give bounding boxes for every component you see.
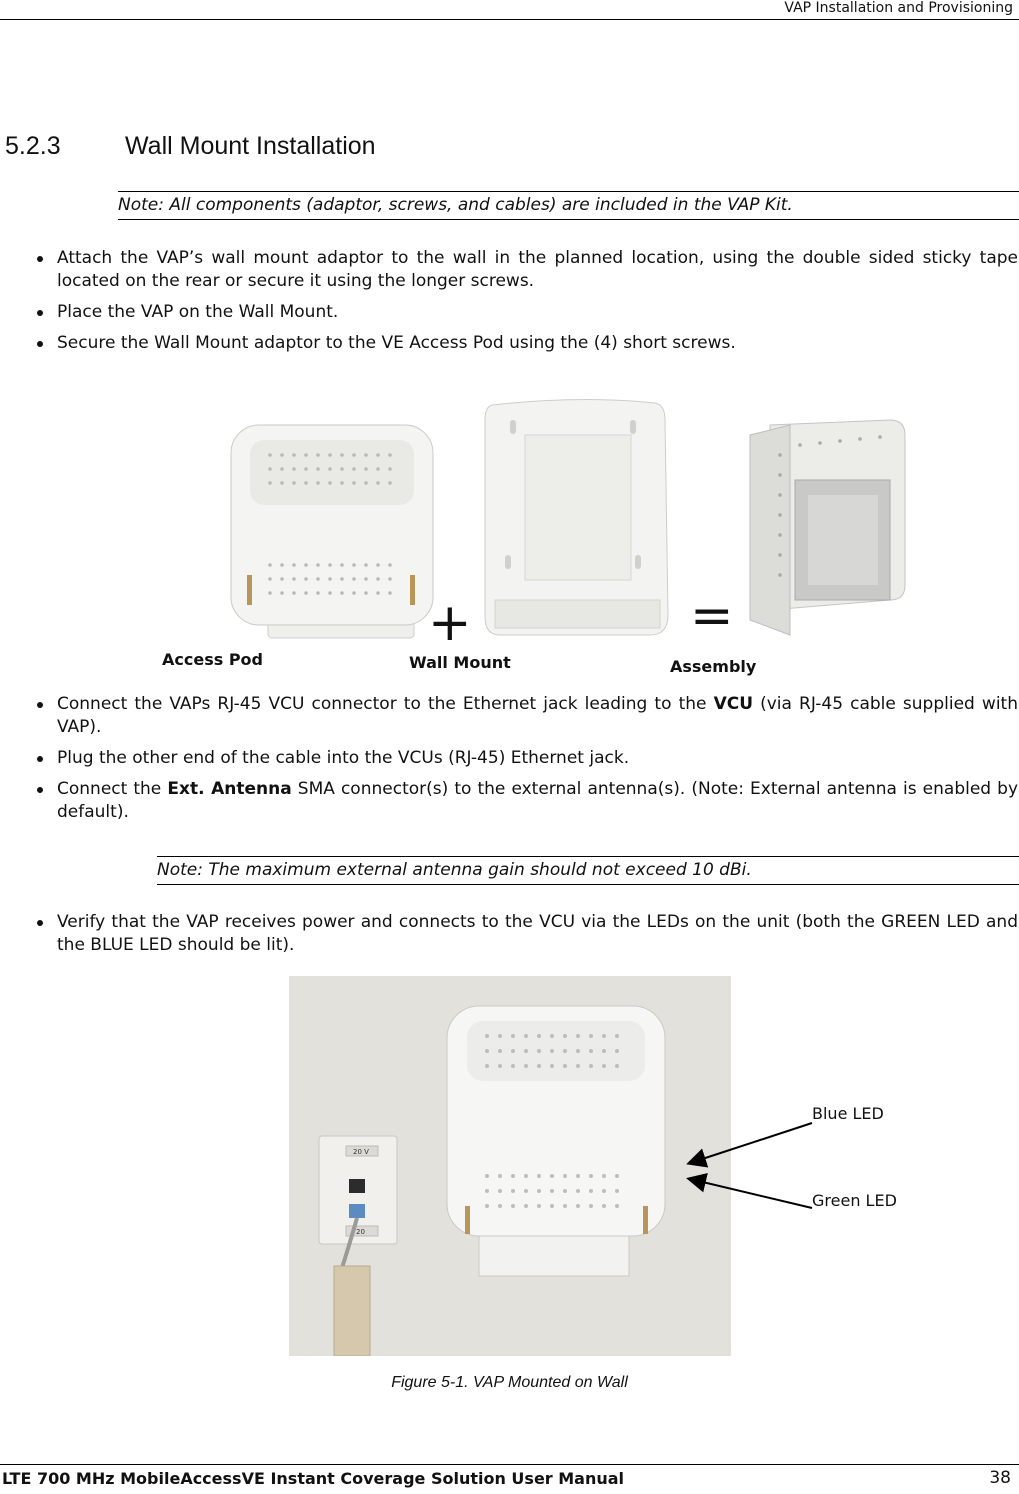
page-number: 38	[989, 1468, 1011, 1488]
green-led-label: Green LED	[812, 1191, 897, 1210]
section-number: 5.2.3	[5, 132, 61, 160]
svg-text:20: 20	[356, 1228, 365, 1236]
verify-steps-list	[57, 911, 1018, 965]
note-components: Note: All components (adaptor, screws, and cables) are included in the VAP Kit.	[118, 191, 1019, 220]
svg-text:20 V: 20 V	[353, 1148, 369, 1156]
list-item: Verify that the VAP receives power and connects to the VCU via the LEDs on the unit (both the GREEN LED and the BLUE LED should be lit).	[57, 912, 1018, 955]
running-header: VAP Installation and Provisioning	[784, 0, 1013, 16]
list-item: Secure the Wall Mount adaptor to the VE Access Pod using the (4) short screws.	[57, 332, 1018, 355]
list-item: Connect the Ext. Antenna SMA connector(s) to the external antenna(s). (Note: External antenna is enabled by default).	[57, 779, 1019, 822]
note-antenna-gain: Note: The maximum external antenna gain should not exceed 10 dBi.	[157, 856, 1019, 885]
list-item: Place the VAP on the Wall Mount.	[57, 301, 1018, 324]
wall-mount-image	[485, 399, 668, 635]
footer-manual-title: LTE 700 MHz MobileAccessVE Instant Coverage Solution User Manual	[2, 1469, 625, 1488]
equals-sign: =	[690, 586, 734, 645]
access-pod-image	[231, 425, 433, 638]
assembly-image	[750, 420, 905, 635]
connect-steps-list	[57, 693, 1018, 832]
section-title: Wall Mount Installation	[125, 132, 376, 160]
footer-rule	[0, 1464, 1019, 1465]
list-item: Attach the VAP’s wall mount adaptor to the wall in the planned location, using the double sided sticky tape located on the rear or secure it using the longer screws.	[57, 248, 1018, 291]
install-steps-list	[57, 247, 1018, 363]
access-pod-label: Access Pod	[162, 650, 263, 669]
assembly-figure	[0, 395, 1019, 645]
section-heading	[5, 132, 376, 161]
list-item: Plug the other end of the cable into the VCUs (RJ-45) Ethernet jack.	[57, 747, 1018, 770]
blue-led-label: Blue LED	[812, 1104, 884, 1123]
wall-mount-label: Wall Mount	[409, 653, 511, 672]
list-item: Connect the VAPs RJ-45 VCU connector to the Ethernet jack leading to the VCU (via RJ-45 cable supplied with VAP).	[57, 694, 1018, 737]
header-rule	[0, 19, 1019, 20]
plus-sign: +	[428, 593, 472, 645]
assembly-label: Assembly	[670, 657, 757, 676]
vap-wall-photo	[289, 976, 731, 1356]
figure-caption: Figure 5-1. VAP Mounted on Wall	[391, 1374, 628, 1391]
mounted-vap	[447, 1006, 665, 1276]
